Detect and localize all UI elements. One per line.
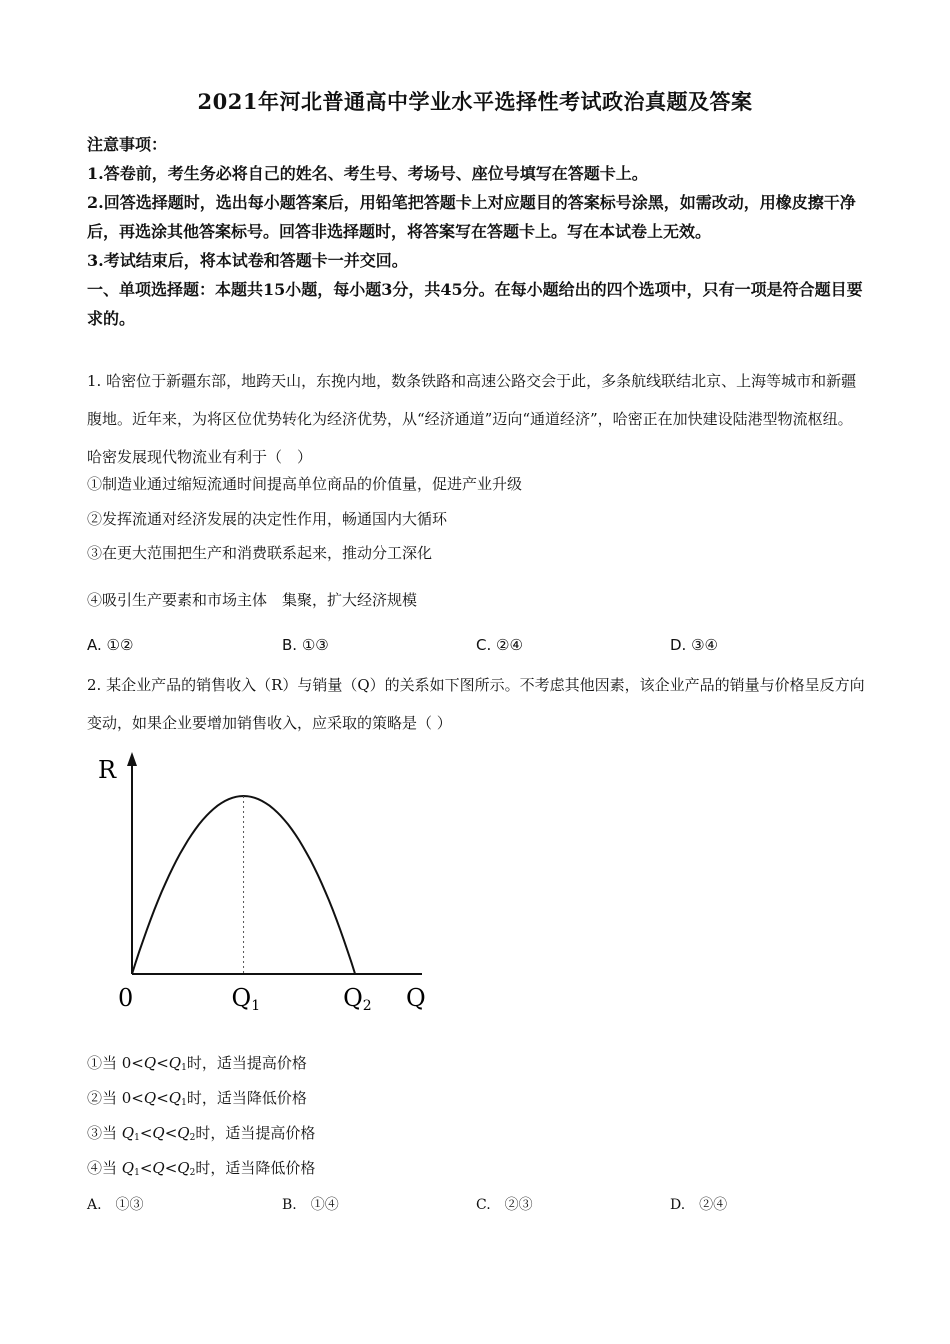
q2-s1-q: Q <box>143 1054 157 1072</box>
q2-s3-lt: < <box>139 1124 153 1142</box>
q2-s4-prefix: ④当 <box>87 1159 122 1177</box>
note-item: 1.答卷前，考生务必将自己的姓名、考生号、考场号、座位号填写在答题卡上。 <box>87 164 648 183</box>
q1-choice-b[interactable]: B. ①③ <box>282 636 329 654</box>
q2-s4-sub-a: 1 <box>134 1168 140 1178</box>
x-tick-subscript-1: 1 <box>251 998 261 1014</box>
q1-statement-3: ③在更大范围把生产和消费联系起来，推动分工深化 <box>87 544 433 562</box>
q2-s2-prefix: ②当 0< <box>87 1089 144 1107</box>
q2-statement-4 <box>87 1157 315 1178</box>
q1-choice-d[interactable]: D. ③④ <box>670 636 718 654</box>
chart-layer <box>98 752 426 1014</box>
q2-s2-suffix: 时，适当降低价格 <box>186 1089 307 1107</box>
q2-s4-lt2: < <box>164 1159 178 1177</box>
q1-statement-4: ④吸引生产要素和市场主体 集聚，扩大经济规模 <box>87 591 418 609</box>
q2-s1-q1: Q <box>168 1054 182 1072</box>
q2-s4-q: Q <box>121 1159 135 1177</box>
y-axis-label: R <box>98 756 117 784</box>
q1-choice-c[interactable]: C. ②④ <box>476 636 523 654</box>
q2-choice-a[interactable]: A. ①③ <box>87 1197 144 1213</box>
q2-statement-2 <box>87 1087 307 1108</box>
question-1-stem: 1. 哈密位于新疆东部，地跨天山，东挽内地，数条铁路和高速公路交会于此，多条航线联结北京、上海等城市和新疆腹地。近年来，为将区位优势转化为经济优势，从“经济通道”迈向“通道经济”，哈密正在加快建设陆港型物流枢纽。哈密发展现代物流业有利于（ ） <box>87 372 857 466</box>
q2-s3-sub-a: 1 <box>134 1133 140 1143</box>
q1-choice-a[interactable]: A. ①② <box>87 636 134 654</box>
q2-s3-prefix: ③当 <box>87 1124 122 1142</box>
q2-s4-q2: Q <box>177 1159 190 1177</box>
q2-s4-lt: < <box>139 1159 153 1177</box>
x-tick-subscript-2: 2 <box>362 998 372 1014</box>
q2-s4-mid: Q <box>152 1159 165 1177</box>
q2-s3-mid: Q <box>152 1124 165 1142</box>
x-tick-label-2: Q2 <box>343 984 372 1014</box>
q2-choice-d[interactable]: D. ②④ <box>670 1197 728 1213</box>
q2-s2-q1: Q <box>168 1089 182 1107</box>
notes-heading: 注意事项： <box>87 135 168 154</box>
q1-statement-2: ②发挥流通对经济发展的决定性作用，畅通国内大循环 <box>87 510 448 528</box>
y-axis-arrow-icon <box>127 752 137 766</box>
q2-s4-suffix: 时，适当降低价格 <box>195 1159 316 1177</box>
q2-choice-c[interactable]: C. ②③ <box>476 1197 533 1213</box>
q2-s1-prefix: ①当 0< <box>87 1054 144 1072</box>
q2-s3-suffix: 时，适当提高价格 <box>195 1124 316 1142</box>
section-heading: 一、单项选择题：本题共15小题，每小题3分，共45分。在每小题给出的四个选项中，只有一项是符合题目要求的。 <box>87 280 863 328</box>
q2-s4-sub: 2 <box>189 1168 196 1178</box>
page-title: 2021年河北普通高中学业水平选择性考试政治真题及答案 <box>197 89 753 114</box>
q2-choice-b[interactable]: B. ①④ <box>282 1197 339 1213</box>
note-item: 2.回答选择题时，选出每小题答案后，用铅笔把答题卡上对应题目的答案标号涂黑，如需改动，用橡皮擦干净后，再选涂其他答案标号。回答非选择题时，将答案写在答题卡上。写在本试卷上无效。 <box>87 193 856 241</box>
q2-statement-1 <box>87 1052 307 1073</box>
q2-s3-sub: 2 <box>189 1133 196 1143</box>
q2-s1-lt: < <box>156 1054 169 1072</box>
q2-s3-q2: Q <box>177 1124 190 1142</box>
q2-s3-lt2: < <box>164 1124 178 1142</box>
q1-statement-1: ①制造业通过缩短流通时间提高单位商品的价值量，促进产业升级 <box>87 475 523 493</box>
note-item: 3.考试结束后，将本试卷和答题卡一并交回。 <box>87 251 408 270</box>
revenue-quantity-chart <box>90 748 430 1024</box>
x-axis-label: Q <box>406 984 426 1012</box>
q2-s3-q: Q <box>121 1124 135 1142</box>
q2-s2-lt: < <box>156 1089 169 1107</box>
x-tick-label-1: Q1 <box>231 984 261 1014</box>
origin-label: 0 <box>118 984 134 1012</box>
q2-statement-3 <box>87 1122 315 1143</box>
q2-s2-q: Q <box>143 1089 157 1107</box>
q2-s1-sub: 1 <box>181 1063 187 1073</box>
instructions <box>87 130 867 333</box>
q2-s1-suffix: 时，适当提高价格 <box>186 1054 307 1072</box>
question-2-stem: 2. 某企业产品的销售收入（R）与销量（Q）的关系如下图所示。不考虑其他因素，该企业产品的销量与价格呈反方向变动，如果企业要增加销售收入，应采取的策略是（ ） <box>87 676 865 732</box>
q2-s2-sub: 1 <box>181 1098 187 1108</box>
